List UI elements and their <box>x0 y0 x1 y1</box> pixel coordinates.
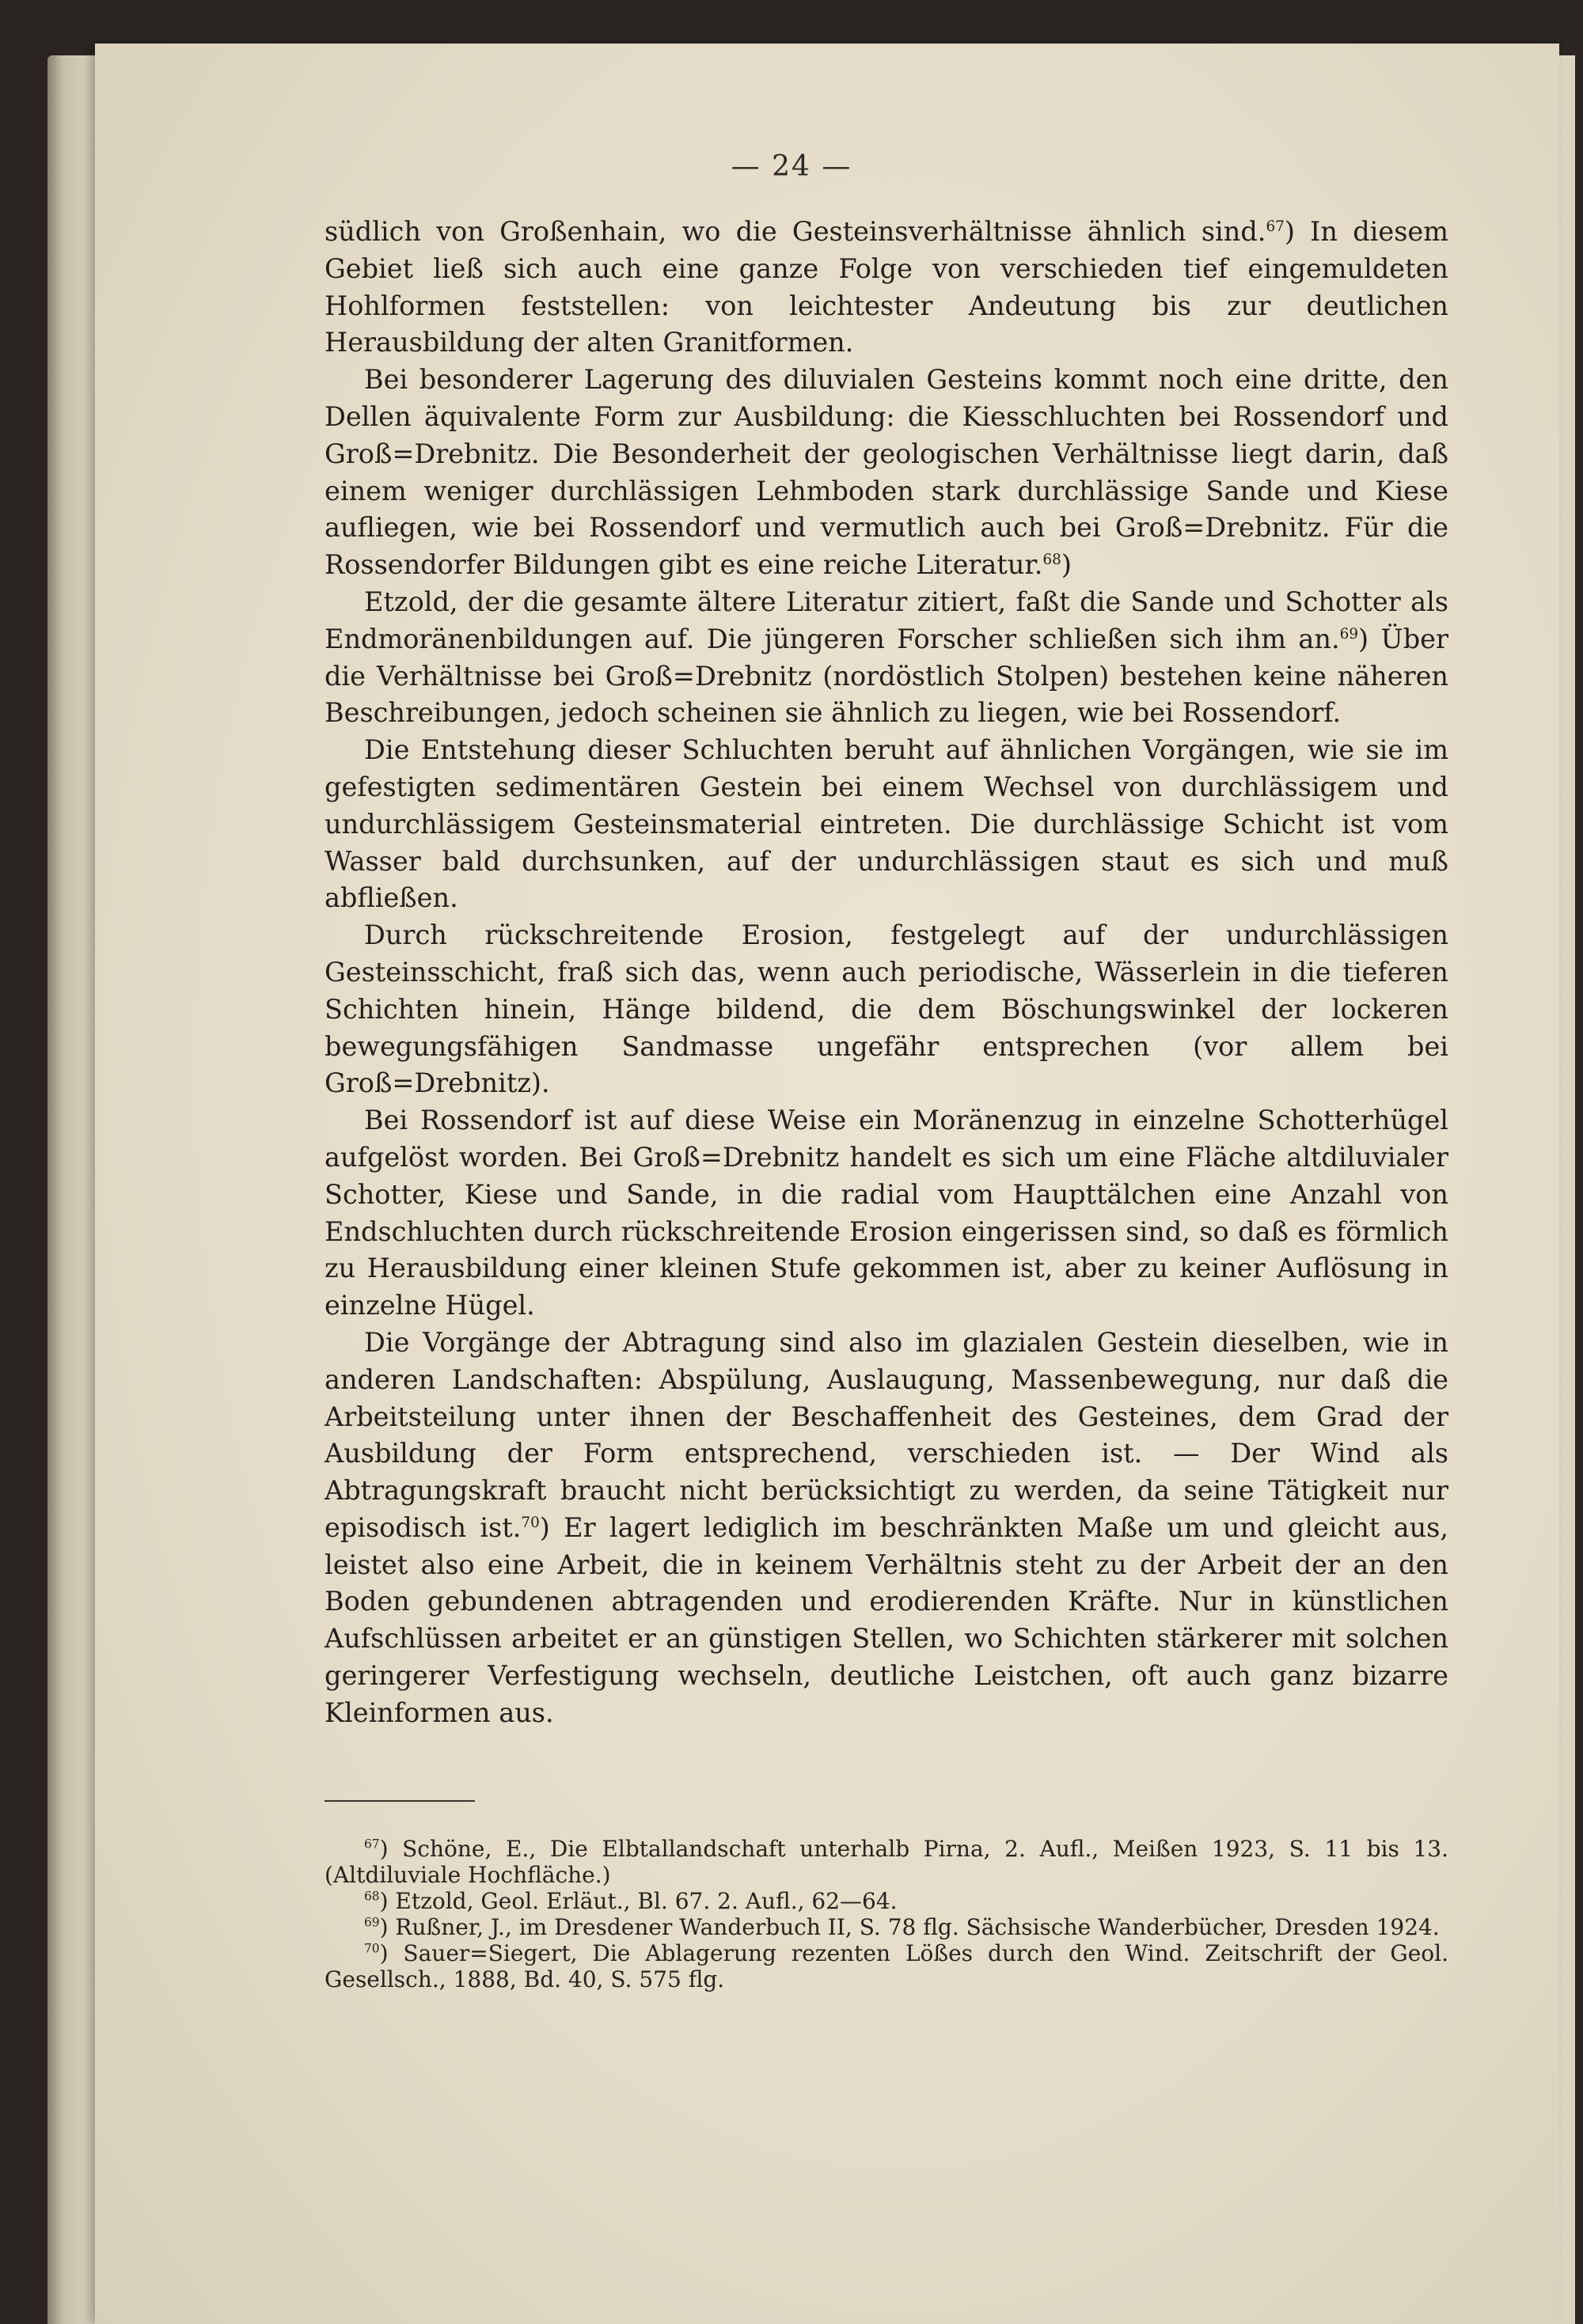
footnote-67: $^{67}$) Schöne, E., Die Elbtallandschaft unterhalb Pirna, 2. Aufl., Meißen 1923, S. 11 bis 13. (Altdiluviale Hochfläche.) <box>325 1836 1448 1888</box>
paragraph-2: Bei besonderer Lagerung des diluvialen Gesteins kommt noch eine dritte, den Dellen äquivalente Form zur Ausbildung: die Kiesschluchten bei Rossendorf und Groß=Drebnitz. Die Besonderheit der geologischen Verhältnisse liegt darin, daß einem weniger durchlässigen Lehmboden stark durchlässige Sande und Kiese aufliegen, wie bei Rossendorf und vermutlich auch bei Groß=Drebnitz. Für die Rossendorfer Bildungen gibt es eine reiche Literatur.$^{68}$) <box>325 364 1448 581</box>
footnotes <box>325 1836 1448 1992</box>
footnote-divider <box>325 1800 475 1802</box>
footnote-ref-68: 68 <box>1042 552 1061 569</box>
paragraph-3: Etzold, der die gesamte ältere Literatur zitiert, faßt die Sande und Schotter als Endmoränenbildungen auf. Die jüngeren Forscher schließen sich ihm an.$^{69}$) Über die Verhältnisse bei Groß=Drebnitz (nordöstlich Stolpen) bestehen keine näheren Beschreibungen, jedoch scheinen sie ähnlich zu liegen, wie bei Rossendorf. <box>325 586 1448 729</box>
footnote-ref-69: 69 <box>1339 625 1359 643</box>
body-text <box>325 214 1448 1732</box>
footnote-ref-70: 70 <box>521 1514 540 1531</box>
footnote-ref-67: 67 <box>1266 218 1285 235</box>
paragraph-6: Bei Rossendorf ist auf diese Weise ein Moränenzug in einzelne Schotterhügel aufgelöst worden. Bei Groß=Drebnitz handelt es sich um eine Fläche altdiluvialer Schotter, Kiese und Sande, in die radial vom Haupttälchen eine Anzahl von Endschluchten durch rückschreitende Erosion eingerissen sind, so daß es förmlich zu Herausbildung einer kleinen Stufe gekommen ist, aber zu keiner Auflösung in einzelne Hügel. <box>325 1105 1448 1321</box>
paragraph-4: Die Entstehung dieser Schluchten beruht auf ähnlichen Vorgängen, wie sie im gefestigten sedimentären Gestein bei einem Wechsel von durchlässigem und undurchlässigem Gesteinsmaterial eintreten. Die durchlässige Schicht ist vom Wasser bald durchsunken, auf der undurchlässigen staut es sich und muß abfließen. <box>325 734 1448 914</box>
paragraph-5: Durch rückschreitende Erosion, festgelegt auf der undurchlässigen Gesteinsschicht, fraß sich das, wenn auch periodische, Wässerlein in die tieferen Schichten hinein, Hänge bildend, die dem Böschungswinkel der lockeren bewegungsfähigen Sandmasse ungefähr entsprechen (vor allem bei Groß=Drebnitz). <box>325 919 1448 1099</box>
footnote-68: $^{68}$) Etzold, Geol. Erläut., Bl. 67. 2. Aufl., 62—64. <box>364 1888 898 1914</box>
footnote-70: $^{70}$) Sauer=Siegert, Die Ablagerung rezenten Lößes durch den Wind. Zeitschrift der Geol. Gesellsch., 1888, Bd. 40, S. 575 flg. <box>325 1940 1448 1992</box>
paragraph-7: Die Vorgänge der Abtragung sind also im glazialen Gestein dieselben, wie in anderen Landschaften: Abspülung, Auslaugung, Massenbewegung, nur daß die Arbeitsteilung unter ihnen der Beschaffenheit des Gesteines, dem Grad der Ausbildung der Form entsprechend, verschieden ist. — Der Wind als Abtragungskraft braucht nicht berücksichtigt zu werden, da seine Tätigkeit nur episodisch ist.$^{70}$) Er lagert lediglich im beschränkten Maße um und gleicht aus, leistet also eine Arbeit, die in keinem Verhältnis steht zu der Arbeit der an den Boden gebundenen abtragenden und erodierenden Kräfte. Nur in künstlichen Aufschlüssen arbeitet er an günstigen Stellen, wo Schichten stärkerer mit solchen geringerer Verfestigung wechseln, deutliche Leistchen, oft auch ganz bizarre Kleinformen aus. <box>325 1326 1448 1728</box>
paragraph-1: südlich von Großenhain, wo die Gesteinsverhältnisse ähnlich sind.$^{67}$) In diesem Gebiet ließ sich auch eine ganze Folge von verschieden tief eingemuldeten Hohlformen feststellen: von leichtester Andeutung bis zur deutlichen Herausbildung der alten Granitformen. <box>325 216 1449 358</box>
footnote-69: $^{69}$) Rußner, J., im Dresdener Wanderbuch II, S. 78 flg. Sächsische Wanderbücher, Dresden 1924. <box>364 1914 1440 1940</box>
page-number: — 24 — <box>731 150 852 183</box>
